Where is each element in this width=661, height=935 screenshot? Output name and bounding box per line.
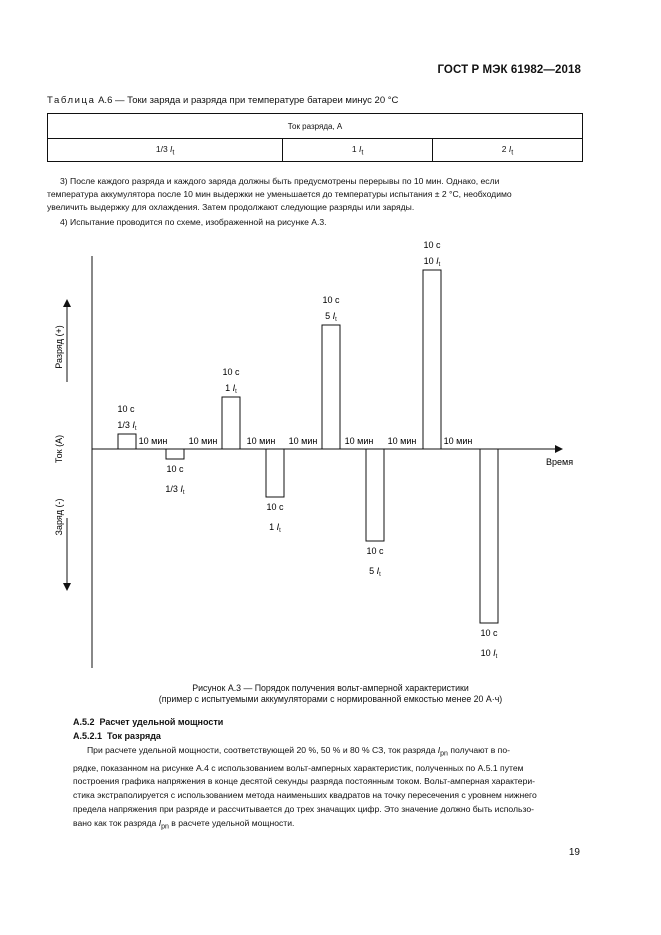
pause-label: 10 мин <box>188 436 218 446</box>
discharge-pulse <box>322 325 340 449</box>
pulse-current-label: 5 $I_t$ <box>369 566 381 578</box>
table-caption-prefix: Таблица <box>47 95 96 106</box>
pulse-duration-label: 10 с <box>366 546 384 556</box>
pause-label: 10 мин <box>443 436 473 446</box>
standard-header: ГОСТ Р МЭК 61982—2018 <box>437 64 581 76</box>
pulse-current-label: 5 $I_t$ <box>325 311 337 323</box>
section-heading: А.5.2 Расчет удельной мощности <box>73 717 224 727</box>
pause-label: 10 мин <box>138 436 168 446</box>
x-axis-label: Время <box>546 457 574 467</box>
discharge-pulse <box>118 434 136 449</box>
pause-label: 10 мин <box>344 436 374 446</box>
pause-label: 10 мин <box>288 436 318 446</box>
pulse-current-label: 1/3 $I_t$ <box>117 420 137 432</box>
y-axis-label: Ток (А) <box>54 434 64 464</box>
charge-pulse <box>166 449 184 459</box>
current-table-header: Ток разряда, А <box>48 114 583 139</box>
pulse-duration-label: 10 с <box>480 628 498 638</box>
figure-caption-line2: (пример с испытуемыми аккумуляторами с нормированной емкостью менее 20 А·ч) <box>158 694 503 704</box>
page-number: 19 <box>568 847 580 858</box>
paragraph-3: 3) После каждого разряда и каждого заряда должны быть предусмотрены перерывы по 10 мин. Однако, если температура аккумулятора после 10 мин выдержки не уменьшается до температуры испытания ± 2 °C, необходимо увеличить выдержку для охлаждения. Затем продолжают следующие разряды или заряды. <box>47 176 512 213</box>
charge-pulse <box>266 449 284 497</box>
pause-label: 10 мин <box>387 436 417 446</box>
figure-caption-line1: Рисунок А.3 — Порядок получения вольт-амперной характеристики <box>192 683 469 693</box>
pulse-duration-label: 10 с <box>222 367 240 377</box>
table-caption-text: А.6 — Токи заряда и разряда при температуре батареи минус 20 °C <box>95 95 399 106</box>
pulse-group <box>117 240 498 660</box>
current-table-cell: 1/3 $I_t$ <box>48 139 283 162</box>
discharge-pulse <box>423 270 441 449</box>
paragraph-4: 4) Испытание проводится по схеме, изображенной на рисунке А.3. <box>60 217 327 227</box>
current-table-cell: 1 $I_t$ <box>283 139 433 162</box>
discharge-pulse <box>222 397 240 449</box>
charge-pulse <box>366 449 384 541</box>
charge-pulse <box>480 449 498 623</box>
pulse-current-label: 10 $I_t$ <box>480 648 498 660</box>
charge-label: Заряд (-) <box>54 498 64 536</box>
pulse-duration-label: 10 с <box>166 464 184 474</box>
discharge-label: Разряд (+) <box>54 325 64 369</box>
current-table-cell: 2 $I_t$ <box>432 139 582 162</box>
pulse-duration-label: 10 с <box>322 295 340 305</box>
pulse-current-label: 1/3 $I_t$ <box>165 484 185 496</box>
pulse-current-label: 1 $I_t$ <box>225 383 237 395</box>
pulse-duration-label: 10 с <box>117 404 135 414</box>
pulse-current-label: 10 $I_t$ <box>423 256 441 268</box>
pulse-current-label: 1 $I_t$ <box>269 522 281 534</box>
subsection-heading: А.5.2.1 Ток разряда <box>73 731 161 741</box>
pulse-duration-label: 10 с <box>266 502 284 512</box>
pause-label: 10 мин <box>246 436 276 446</box>
pulse-duration-label: 10 с <box>423 240 441 250</box>
section-body: При расчете удельной мощности, соответствующей 20 %, 50 % и 80 % СЗ, ток разряда $I_{pn}$ получают в по- рядке, показанном на рисунке А.4 с использованием вольт-амперных характеристик, полученных по А.5.1 путем построения графика напряжения в конце десятой секунды разряда постоянным током. Вольт-амперная характери- стика экстраполируется с использованием метода наименьших квадратов на точку пересечения с уровнем нижнего предела напряжения при разряде и рассчитывается до трех значащих цифр. Это значение должно быть использо- вано как ток разряда $I_{pn}$ в расчете удельной мощности. <box>73 745 537 831</box>
